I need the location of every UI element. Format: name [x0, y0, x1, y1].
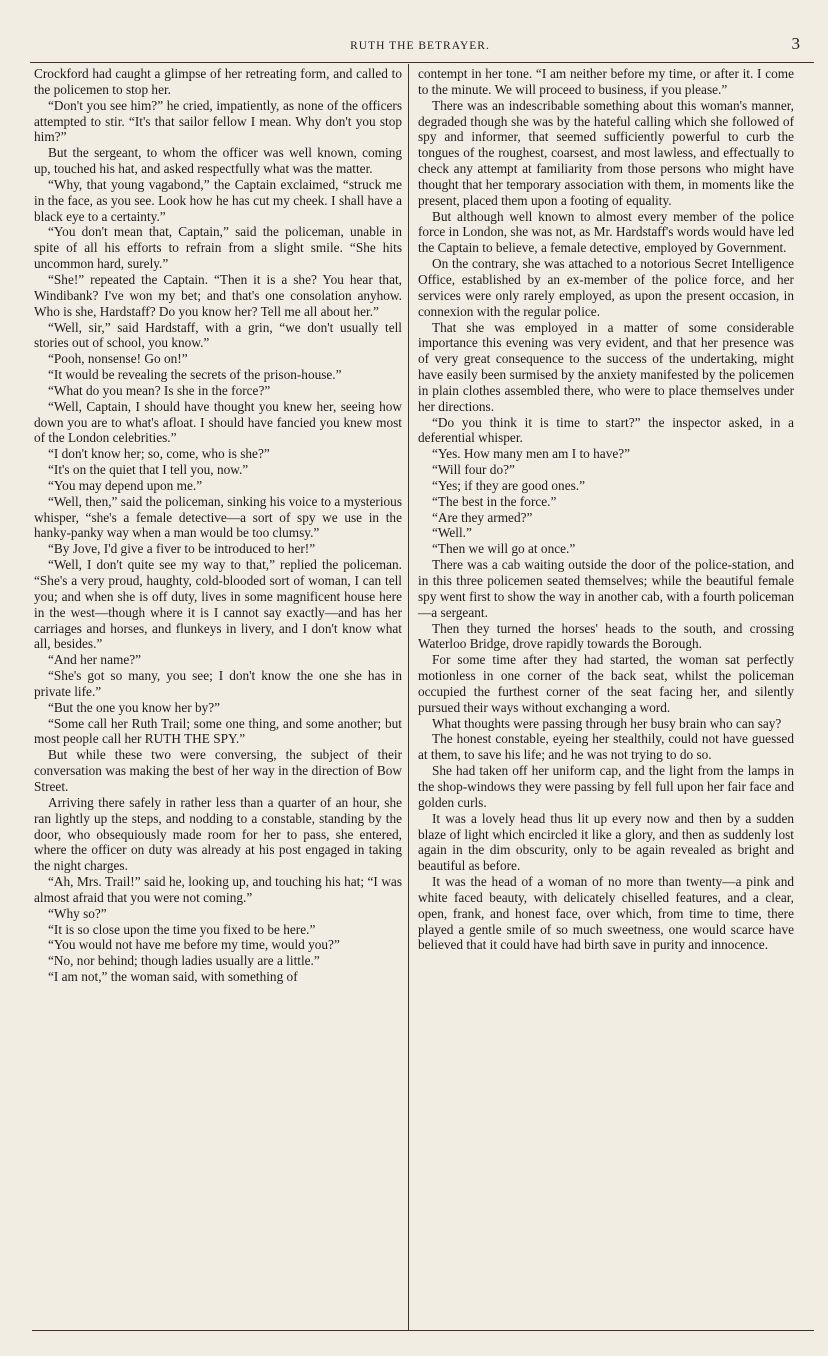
page-number: 3	[791, 34, 800, 53]
paragraph: “Do you think it is time to start?” the inspector asked, in a deferential whisper.	[418, 414, 794, 446]
paragraph: “What do you mean? Is she in the force?”	[48, 382, 271, 398]
paragraph: “By Jove, I'd give a fiver to be introduced to her!”	[48, 541, 316, 557]
running-header	[30, 34, 810, 60]
paragraph: For some time after they had started, the woman sat perfectly motionless in one corner of the back seat, whilst the policeman occupied the furthest corner of the seat facing her, and silently pursued their ways without exchanging a word.	[418, 652, 794, 715]
paragraph: “Are they armed?”	[432, 509, 533, 525]
paragraph: contempt in her tone. “I am neither before my time, or after it. I come to the minute. We will proceed to business, if you please.”	[418, 66, 794, 97]
right-column	[418, 66, 794, 953]
paragraph: “It would be revealing the secrets of the prison-house.”	[48, 367, 342, 383]
left-column	[34, 66, 402, 985]
paragraph: “It is so close upon the time you fixed to be here.”	[48, 921, 316, 937]
paragraph: What thoughts were passing through her busy brain who can say?	[432, 715, 782, 731]
paragraph: “You don't mean that, Captain,” said the policeman, unable in spite of all his efforts to refrain from a slight smile. “She hits uncommon hard, surely.”	[34, 224, 402, 272]
paragraph: “She's got so many, you see; I don't know the one she has in private life.”	[34, 668, 402, 699]
paragraph: “Some call her Ruth Trail; some one thing, and some another; but most people call her RUTH THE SPY.”	[34, 715, 402, 747]
paragraph: On the contrary, she was attached to a notorious Secret Intelligence Office, established by an ex-member of the police force, and her services were only rarely employed, as upon the present occasion, in connexion with the regular police.	[418, 256, 794, 319]
paragraph: “She!” repeated the Captain. “Then it is a she? You hear that, Windibank? I've won my bet; and that's one consolation anyhow. Who is she, Hardstaff? Do you know her? Tell me all about her.”	[34, 271, 402, 319]
paragraph: It was a lovely head thus lit up every now and then by a sudden blaze of light which encircled it like a glory, and then as suddenly lost again in the dim obscurity, only to be again revealed as bright and beautiful as before.	[418, 810, 794, 874]
paragraph: There was an indescribable something about this woman's manner, degraded though she was by the hateful calling which she followed of spy and informer, that seemed sufficiently powerful to curb the tongues of the roughest, coarsest, and most lawless, and effectually to check any attempt at familiarity from those persons who might have thought that her temporary association with them, in moments like the present, placed them upon a footing of equality.	[418, 97, 794, 208]
paragraph: The honest constable, eyeing her stealthily, could not have guessed at them, to save his life; and he was not trying to do so.	[418, 731, 794, 763]
paragraph: “No, nor behind; though ladies usually are a little.”	[48, 953, 320, 969]
paragraph: “Why so?”	[48, 905, 107, 921]
paragraph: But while these two were conversing, the subject of their conversation was making the best of her way in the direction of Bow Street.	[34, 747, 402, 794]
paragraph: “Well, I don't quite see my way to that,” replied the policeman. “She's a very proud, haughty, cold-blooded sort of woman, I can tell you; and when she is off duty, lives in some magnificent house here in the west—though where it is I cannot say exactly—and has her carriages and horses, and flunkeys in livery, and I don't know what all, besides.”	[34, 557, 402, 652]
paragraph: “Pooh, nonsense! Go on!”	[48, 351, 188, 367]
paragraph: “Well, sir,” said Hardstaff, with a grin, “we don't usually tell stories out of school, you know.”	[34, 319, 402, 351]
paragraph: “Well.”	[432, 525, 472, 541]
paragraph: “The best in the force.”	[432, 493, 557, 509]
paragraph: “Will four do?”	[432, 462, 515, 478]
paragraph: “Well, Captain, I should have thought you knew her, seeing how down you are to what's afloat. I should have fancied you knew most of the London celebrities.”	[34, 398, 402, 446]
paragraph: “Why, that young vagabond,” the Captain exclaimed, “struck me in the face, as you see. Look how he has cut my cheek. I shall have a black eye to a certainty.”	[34, 176, 402, 224]
paragraph: There was a cab waiting outside the door of the police-station, and in this three policemen seated themselves; while the beautiful female spy went first to show the way in another cab, with a fourth policeman—a sergeant.	[418, 557, 794, 620]
paragraph: “It's on the quiet that I tell you, now.”	[48, 462, 249, 478]
paragraph: “I am not,” the woman said, with something of	[48, 969, 298, 985]
footer-rule	[32, 1330, 814, 1331]
paragraph: “Yes. How many men am I to have?”	[432, 446, 631, 462]
paragraph: Then they turned the horses' heads to the south, and crossing Waterloo Bridge, drove rapidly towards the Borough.	[418, 620, 794, 652]
paragraph: “Don't you see him?” he cried, impatiently, as none of the officers attempted to stir. “It's that sailor fellow I mean. Why don't you stop him?”	[34, 97, 402, 145]
header-rule	[30, 62, 814, 63]
column-divider	[408, 64, 409, 1330]
paragraph: But the sergeant, to whom the officer was well known, coming up, touched his hat, and asked respectfully what was the matter.	[34, 145, 402, 177]
paragraph: She had taken off her uniform cap, and the light from the lamps in the shop-windows they were passing by fell full upon her fair face and golden curls.	[418, 763, 794, 810]
paragraph: “You may depend upon me.”	[48, 477, 203, 493]
paragraph: That she was employed in a matter of some considerable importance this evening was very evident, and that her presence was of very great consequence to the success of the undertaking, might have easily been surmised by the anxiety manifested by the policemen in plain clothes assembled there, who were to place themselves under her directions.	[418, 319, 794, 414]
paragraph: But although well known to almost every member of the police force in London, she was not, as Mr. Hardstaff's words would have led the Captain to believe, a female detective, employed by Government.	[418, 208, 794, 256]
paragraph: “Yes; if they are good ones.”	[432, 477, 586, 493]
paragraph: “I don't know her; so, come, who is she?”	[48, 446, 270, 462]
paragraph: “Ah, Mrs. Trail!” said he, looking up, and touching his hat; “I was almost afraid that you were not coming.”	[34, 874, 402, 905]
running-title: RUTH THE BETRAYER.	[350, 40, 490, 52]
paragraph: “And her name?”	[48, 652, 142, 668]
paragraph: “Then we will go at once.”	[432, 541, 576, 557]
paragraph: “Well, then,” said the policeman, sinking his voice to a mysterious whisper, “she's a female detective—a sort of spy we use in the hanky-panky way when a man would be too clumsy.”	[34, 493, 402, 541]
paragraph: “But the one you know her by?”	[48, 699, 221, 715]
paragraph: Crockford had caught a glimpse of her retreating form, and called to the policemen to stop her.	[34, 66, 402, 97]
paragraph: Arriving there safely in rather less than a quarter of an hour, she ran lightly up the steps, and nodding to a constable, standing by the door, who obsequiously made room for her to pass, she entered, where the officer on duty was already at his post engaged in taking the night charges.	[34, 794, 402, 874]
paragraph: It was the head of a woman of no more than twenty—a pink and white faced beauty, with delicately chiselled features, and a clear, open, frank, and honest face, over which, from time to time, there played a gentle smile of so much sweetness, one would scarce have believed that it could have had birth save in purity and innocence.	[418, 874, 794, 953]
paragraph: “You would not have me before my time, would you?”	[48, 937, 340, 953]
